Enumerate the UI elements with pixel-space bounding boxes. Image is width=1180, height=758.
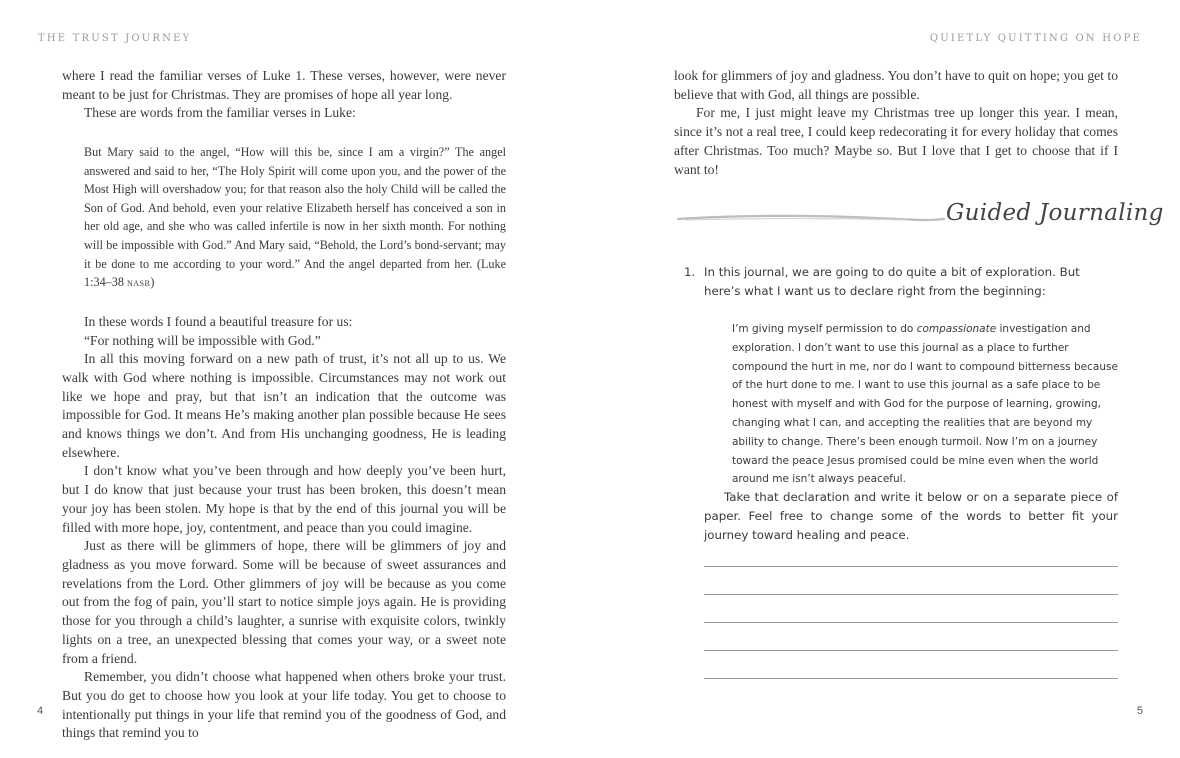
declaration-text: investigation and exploration. I don’t want to use this journal as a place to further compound the hurt in me, nor do I want to compound bitterness because of the hurt done to me. I want to use this journal as a safe place to be honest with myself and with God for the purpose of learning, growing, changing what I can, and accepting the realities that are beyond my ability to change. There’s been enough turmoil. Now I’m on a journey toward the peace Jesus promised could be mine even when the world around me isn’t always peaceful. — [732, 323, 1118, 486]
body-text — [674, 67, 1118, 179]
writing-line[interactable] — [704, 651, 1118, 679]
body-text — [62, 67, 506, 743]
running-head: QUIETLY QUITTING ON HOPE — [929, 33, 1142, 44]
paragraph: These are words from the familiar verses in Luke: — [84, 105, 356, 121]
quote-close: ) — [150, 275, 155, 290]
journal-prompt — [684, 263, 1118, 301]
right-page — [590, 0, 1180, 758]
writing-line[interactable] — [704, 595, 1118, 623]
prompt-number: 1. — [684, 265, 696, 279]
decorative-brush-line — [676, 208, 946, 228]
paragraph: Just as there will be glimmers of hope, there will be glimmers of joy and gladness as you move forward. Some will be because of sweet assurances and revelations from the Lord. Other glimmers of joy will be because as you come out from the fog of pain, you’ll start to notice simple joys again. He is providing those for you through a child’s laughter, a sunrise with exquisite colors, twinkly lights on a tree, an unexpected blessing that comes your way, or a sweet note from a friend. — [62, 538, 506, 666]
prompt-text: In this journal, we are going to do quite a bit of exploration. But here’s what I want us to declare right from the beginning: — [704, 265, 1080, 298]
paragraph: “For nothing will be impossible with God.” — [84, 332, 321, 348]
running-head: THE TRUST JOURNEY — [38, 33, 192, 44]
page-number: 4 — [37, 705, 44, 717]
writing-line[interactable] — [704, 623, 1118, 651]
declaration-emphasis: compassionate — [916, 323, 997, 335]
page-number: 5 — [1136, 705, 1143, 717]
paragraph: In these words I found a beautiful treasure for us: — [84, 313, 353, 329]
paragraph: I don’t know what you’ve been through and how deeply you’ve been hurt, but I do know that just because your trust has been broken, this doesn’t mean your joy has been stolen. My hope is that by the end of this journal you will be filled with more hope, joy, contentment, and peace than you could imagine. — [62, 463, 506, 535]
declaration-quote — [732, 320, 1118, 489]
paragraph: For me, I just might leave my Christmas tree up longer this year. I mean, since it’s not a real tree, I could keep redecorating it for every holiday that comes after Christmas. Too much? Maybe so. But I love that I get to choose that if I want to! — [674, 105, 1118, 177]
quote-version: nasb — [127, 277, 151, 290]
section-title: Guided Journaling — [946, 200, 1164, 226]
paragraph: Remember, you didn’t choose what happened when others broke your trust. But you do get to choose how you look at your life today. You get to choose to intentionally put things in your life that remind you of the goodness of God, and things that remind you to — [62, 669, 506, 741]
writing-lines[interactable] — [704, 566, 1118, 679]
paragraph: In all this moving forward on a new path of trust, it’s not all up to us. We walk with God where nothing is impossible. Circumstances may not work out like we hope and pray, but that isn’t an indication that the outcome was impossible for God. It means He’s making another plan possible because He sees and knows things we don’t. And from His unchanging goodness, He is leading elsewhere. — [62, 351, 506, 460]
paragraph: look for glimmers of joy and gladness. You don’t have to quit on hope; you get to believe that with God, all things are possible. — [674, 68, 1118, 102]
declaration-text: I’m giving myself permission to do — [732, 323, 917, 335]
scripture-quote — [84, 143, 506, 293]
instruction-text: Take that declaration and write it below or on a separate piece of paper. Feel free to change some of the words to better fit your journey toward healing and peace. — [704, 490, 1118, 542]
paragraph: where I read the familiar verses of Luke 1. These verses, however, were never meant to be just for Christmas. They are promises of hope all year long. — [62, 68, 506, 102]
quote-text: But Mary said to the angel, “How will this be, since I am a virgin?” The angel answered and said to her, “The Holy Spirit will come upon you, and the power of the Most High will overshadow you; for that reason also the holy Child will be called the Son of God. And behold, even your relative Elizabeth herself has conceived a son in her old age, and she who was called infertile is now in her sixth month. For nothing will be impossible with God.” And Mary said, “Behold, the Lord’s bond-servant; may it be done to me according to your word.” And the angel departed from her. (Luke 1:34–38 — [84, 145, 506, 290]
writing-line[interactable] — [704, 567, 1118, 595]
